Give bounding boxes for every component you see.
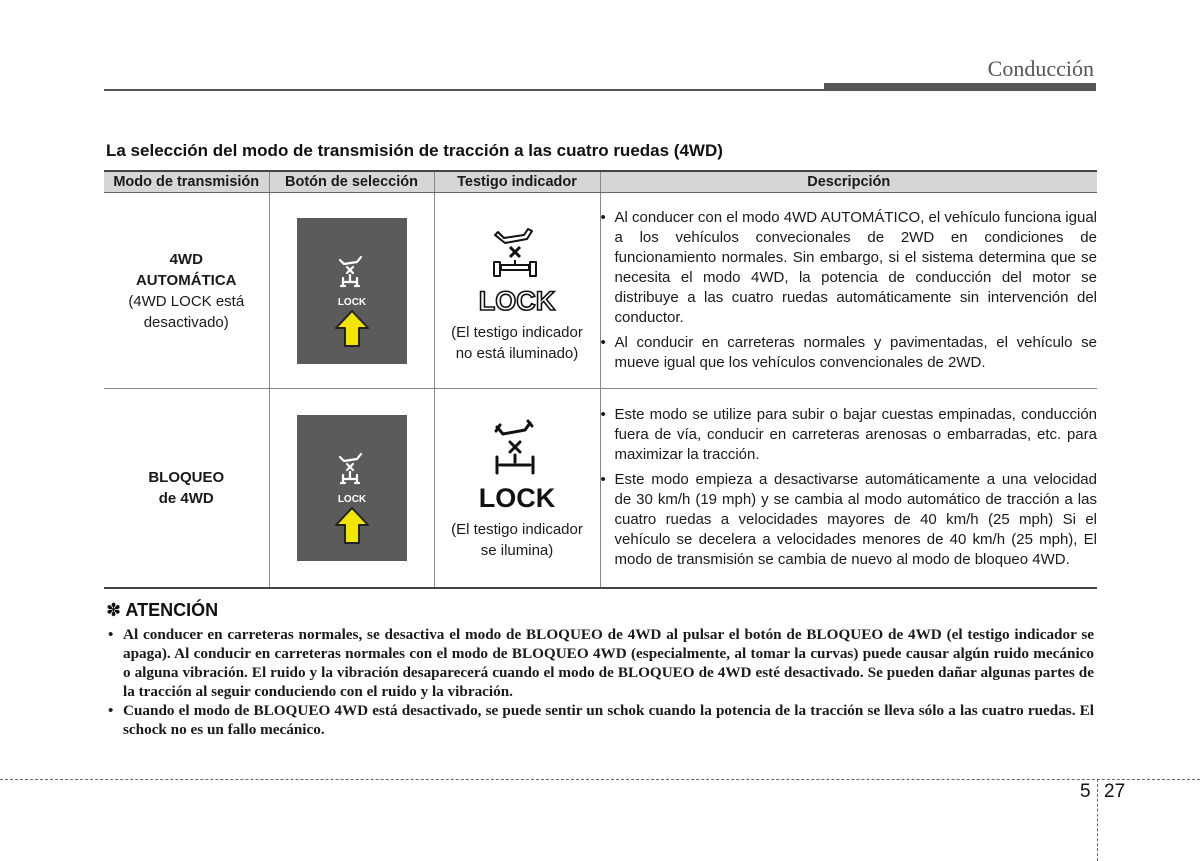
mode-cell [104, 193, 269, 389]
description-bullet: • Al conducir en carreteras normales y pavimentadas, el vehículo se mueve igual que los vehículos convencionales de 2WD. [601, 333, 1098, 373]
description-bullet: • Este modo se utilize para subir o bajar cuestas empinadas, conducción fuera de vía, conducir en carreteras arenosas o embarradas, etc. para maximizar la tracción. [601, 405, 1098, 465]
indicator-cell [434, 389, 600, 588]
indicator-lock-text: LOCK [478, 285, 556, 316]
button-cell [269, 193, 434, 389]
section-number: 5 [1080, 781, 1091, 802]
mode-name-line: 4WD [169, 250, 203, 268]
4wd-lock-indicator-lit-icon [472, 415, 562, 515]
mode-name-line: AUTOMÁTICA [135, 271, 237, 289]
description-cell [600, 193, 1097, 389]
4wd-lock-button-image [297, 218, 407, 364]
mode-name-line: BLOQUEO [148, 468, 225, 486]
attention-item: • Al conducer en carreteras normales, se desactiva el modo de BLOQUEO de 4WD al pulsar el botón de BLOQUEO de 4WD (el testigo indicador se apaga). Al conducir en carreteras normales con el modo de BLOQUEO 4WD (especialmente, al tomar la curvas) puede causar algún ruido mecánico o alguna vibración. El ruido y la vibración desaparecerá cuando el modo de BLOQUEO de 4WD esté desactivado. Se pueden dañar algunas partes de la tracción al seguir conduciendo con el ruido y la vibración. [106, 625, 1094, 701]
header-accent-bar [824, 83, 1096, 91]
table-row [104, 193, 1097, 389]
column-header: Modo de transmisión [104, 171, 269, 193]
table-row [104, 389, 1097, 588]
mode-note-line: desactivado) [143, 313, 229, 331]
up-arrow-icon [336, 311, 368, 346]
attention-list [106, 625, 1094, 739]
page-number: 27 [1104, 781, 1126, 802]
column-header: Descripción [600, 171, 1097, 193]
4wd-axle-icon [340, 257, 361, 286]
4wd-lock-indicator-unlit-icon [472, 218, 562, 318]
column-header: Botón de selección [269, 171, 434, 193]
button-cell [269, 389, 434, 588]
mode-name-line: de 4WD [158, 489, 214, 507]
4wd-lock-button-image [297, 415, 407, 561]
mode-cell [104, 389, 269, 588]
indicator-caption: (El testigo indicador [451, 323, 583, 341]
column-header: Testigo indicador [434, 171, 600, 193]
up-arrow-icon [336, 508, 368, 543]
lock-label: LOCK [337, 296, 366, 308]
attention-heading: ✽ ATENCIÓN [106, 600, 219, 620]
description-cell [600, 389, 1097, 588]
indicator-caption: (El testigo indicador [451, 520, 583, 538]
mode-note-line: (4WD LOCK está [128, 292, 245, 310]
indicator-cell [434, 193, 600, 389]
footer-dashed-rule [0, 779, 1200, 780]
description-bullet: • Este modo empieza a desactivarse automáticamente a una velocidad de 30 km/h (19 mph) y se cambia al modo automático de tracción a las cuatro ruedas a velocidades mayores de 40 km/h (25 mph) Si el vehículo se decelera a velocidades menores de 40 km/h (25 mph), El modo de transmisión se cambia de nuevo al modo de bloqueo 4WD. [601, 470, 1098, 570]
table-header-row [104, 171, 1097, 193]
indicator-caption: se ilumina) [480, 541, 554, 559]
indicator-lock-text: LOCK [478, 482, 556, 513]
indicator-caption: no está iluminado) [455, 344, 579, 362]
4wd-axle-icon [340, 454, 361, 483]
page-header-title: Conducción [987, 56, 1094, 81]
description-bullet: • Al conducer con el modo 4WD AUTOMÁTICO, el vehículo funciona igual a los vehículos convecionales de 2WD en condiciones de funcionamiento normales. Sin embargo, si el sistema determina que se necesita el modo 4WD, la potencia de conducción del motor se distribuye a las cuatro ruedas automáticamente sin intervención del conductor. [601, 208, 1098, 328]
attention-item: • Cuando el modo de BLOQUEO 4WD está desactivado, se puede sentir un schok cuando la potencia de la tracción se lleva sólo a las cuatro ruedas. El schock no es un fallo mecánico. [106, 701, 1094, 739]
section-title: La selección del modo de transmisión de tracción a las cuatro ruedas (4WD) [106, 141, 723, 160]
footer-dashed-divider [1097, 779, 1098, 861]
4wd-mode-table [104, 170, 1097, 589]
lock-label: LOCK [337, 493, 366, 505]
